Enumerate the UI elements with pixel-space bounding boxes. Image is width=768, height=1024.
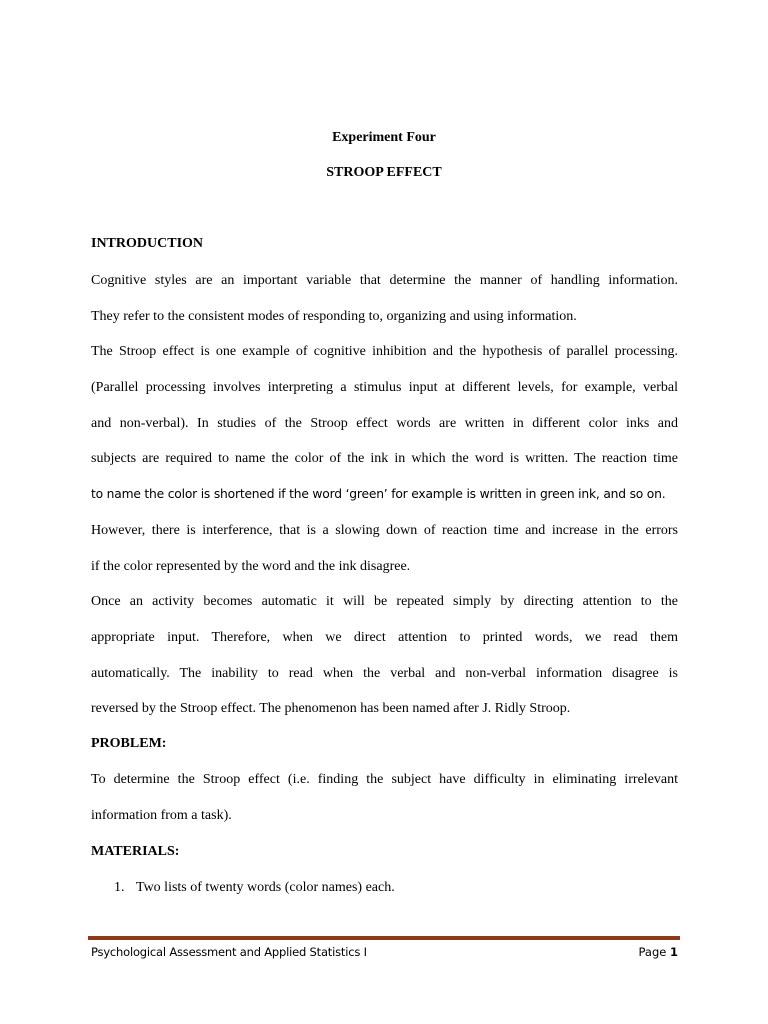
list-item-text: Two lists of twenty words (color names) each. (136, 880, 395, 895)
text-line: if the color represented by the word and the ink disagree. (91, 558, 411, 574)
text-line: The Stroop effect is one example of cognitive inhibition and the hypothesis of parallel processing. (91, 344, 678, 359)
text-line: (Parallel processing involves interpreting a stimulus input at different levels, for example, verbal (91, 379, 678, 395)
footer-page-indicator (638, 944, 678, 960)
experiment-title: Experiment Four (332, 130, 436, 145)
text-line: automatically. The inability to read when the verbal and non-verbal information disagree is (91, 665, 678, 681)
text-line: reversed by the Stroop effect. The phenomenon has been named after J. Ridly Stroop. (91, 701, 571, 717)
page-number: 1 (669, 945, 678, 959)
experiment-subtitle: STROOP EFFECT (326, 165, 442, 180)
materials-heading: MATERIALS: (91, 844, 180, 859)
page-label: Page (638, 945, 667, 959)
footer-divider (88, 936, 680, 940)
text-line: Cognitive styles are an important variable that determine the manner of handling information. (91, 273, 678, 288)
text-line: They refer to the consistent modes of responding to, organizing and using information. (91, 308, 577, 324)
text-line: appropriate input. Therefore, when we direct attention to printed words, we read them (91, 629, 678, 645)
footer-course-title: Psychological Assessment and Applied Statistics I (91, 945, 367, 959)
text-line: To determine the Stroop effect (i.e. finding the subject have difficulty in eliminating irrelevant (91, 772, 678, 787)
introduction-paragraph-1 (91, 263, 678, 335)
text-line: subjects are required to name the color of the ink in which the word is written. The reaction time (91, 451, 678, 467)
text-line: to name the color is shortened if the word ‘green’ for example is written in green ink, and so on. (91, 487, 666, 502)
text-line: Once an activity becomes automatic it will be repeated simply by directing attention to the (91, 594, 678, 609)
introduction-paragraph-2 (91, 334, 678, 585)
list-item-number: 1. (114, 880, 125, 895)
text-line: and non-verbal). In studies of the Stroop effect words are written in different color inks and (91, 415, 678, 431)
text-line: However, there is interference, that is a slowing down of reaction time and increase in the errors (91, 522, 678, 538)
list-item (114, 879, 395, 897)
problem-paragraph (91, 762, 678, 834)
introduction-heading: INTRODUCTION (91, 236, 204, 251)
introduction-paragraph-3 (91, 584, 678, 727)
problem-heading: PROBLEM: (91, 736, 167, 751)
text-line: information from a task). (91, 807, 232, 823)
